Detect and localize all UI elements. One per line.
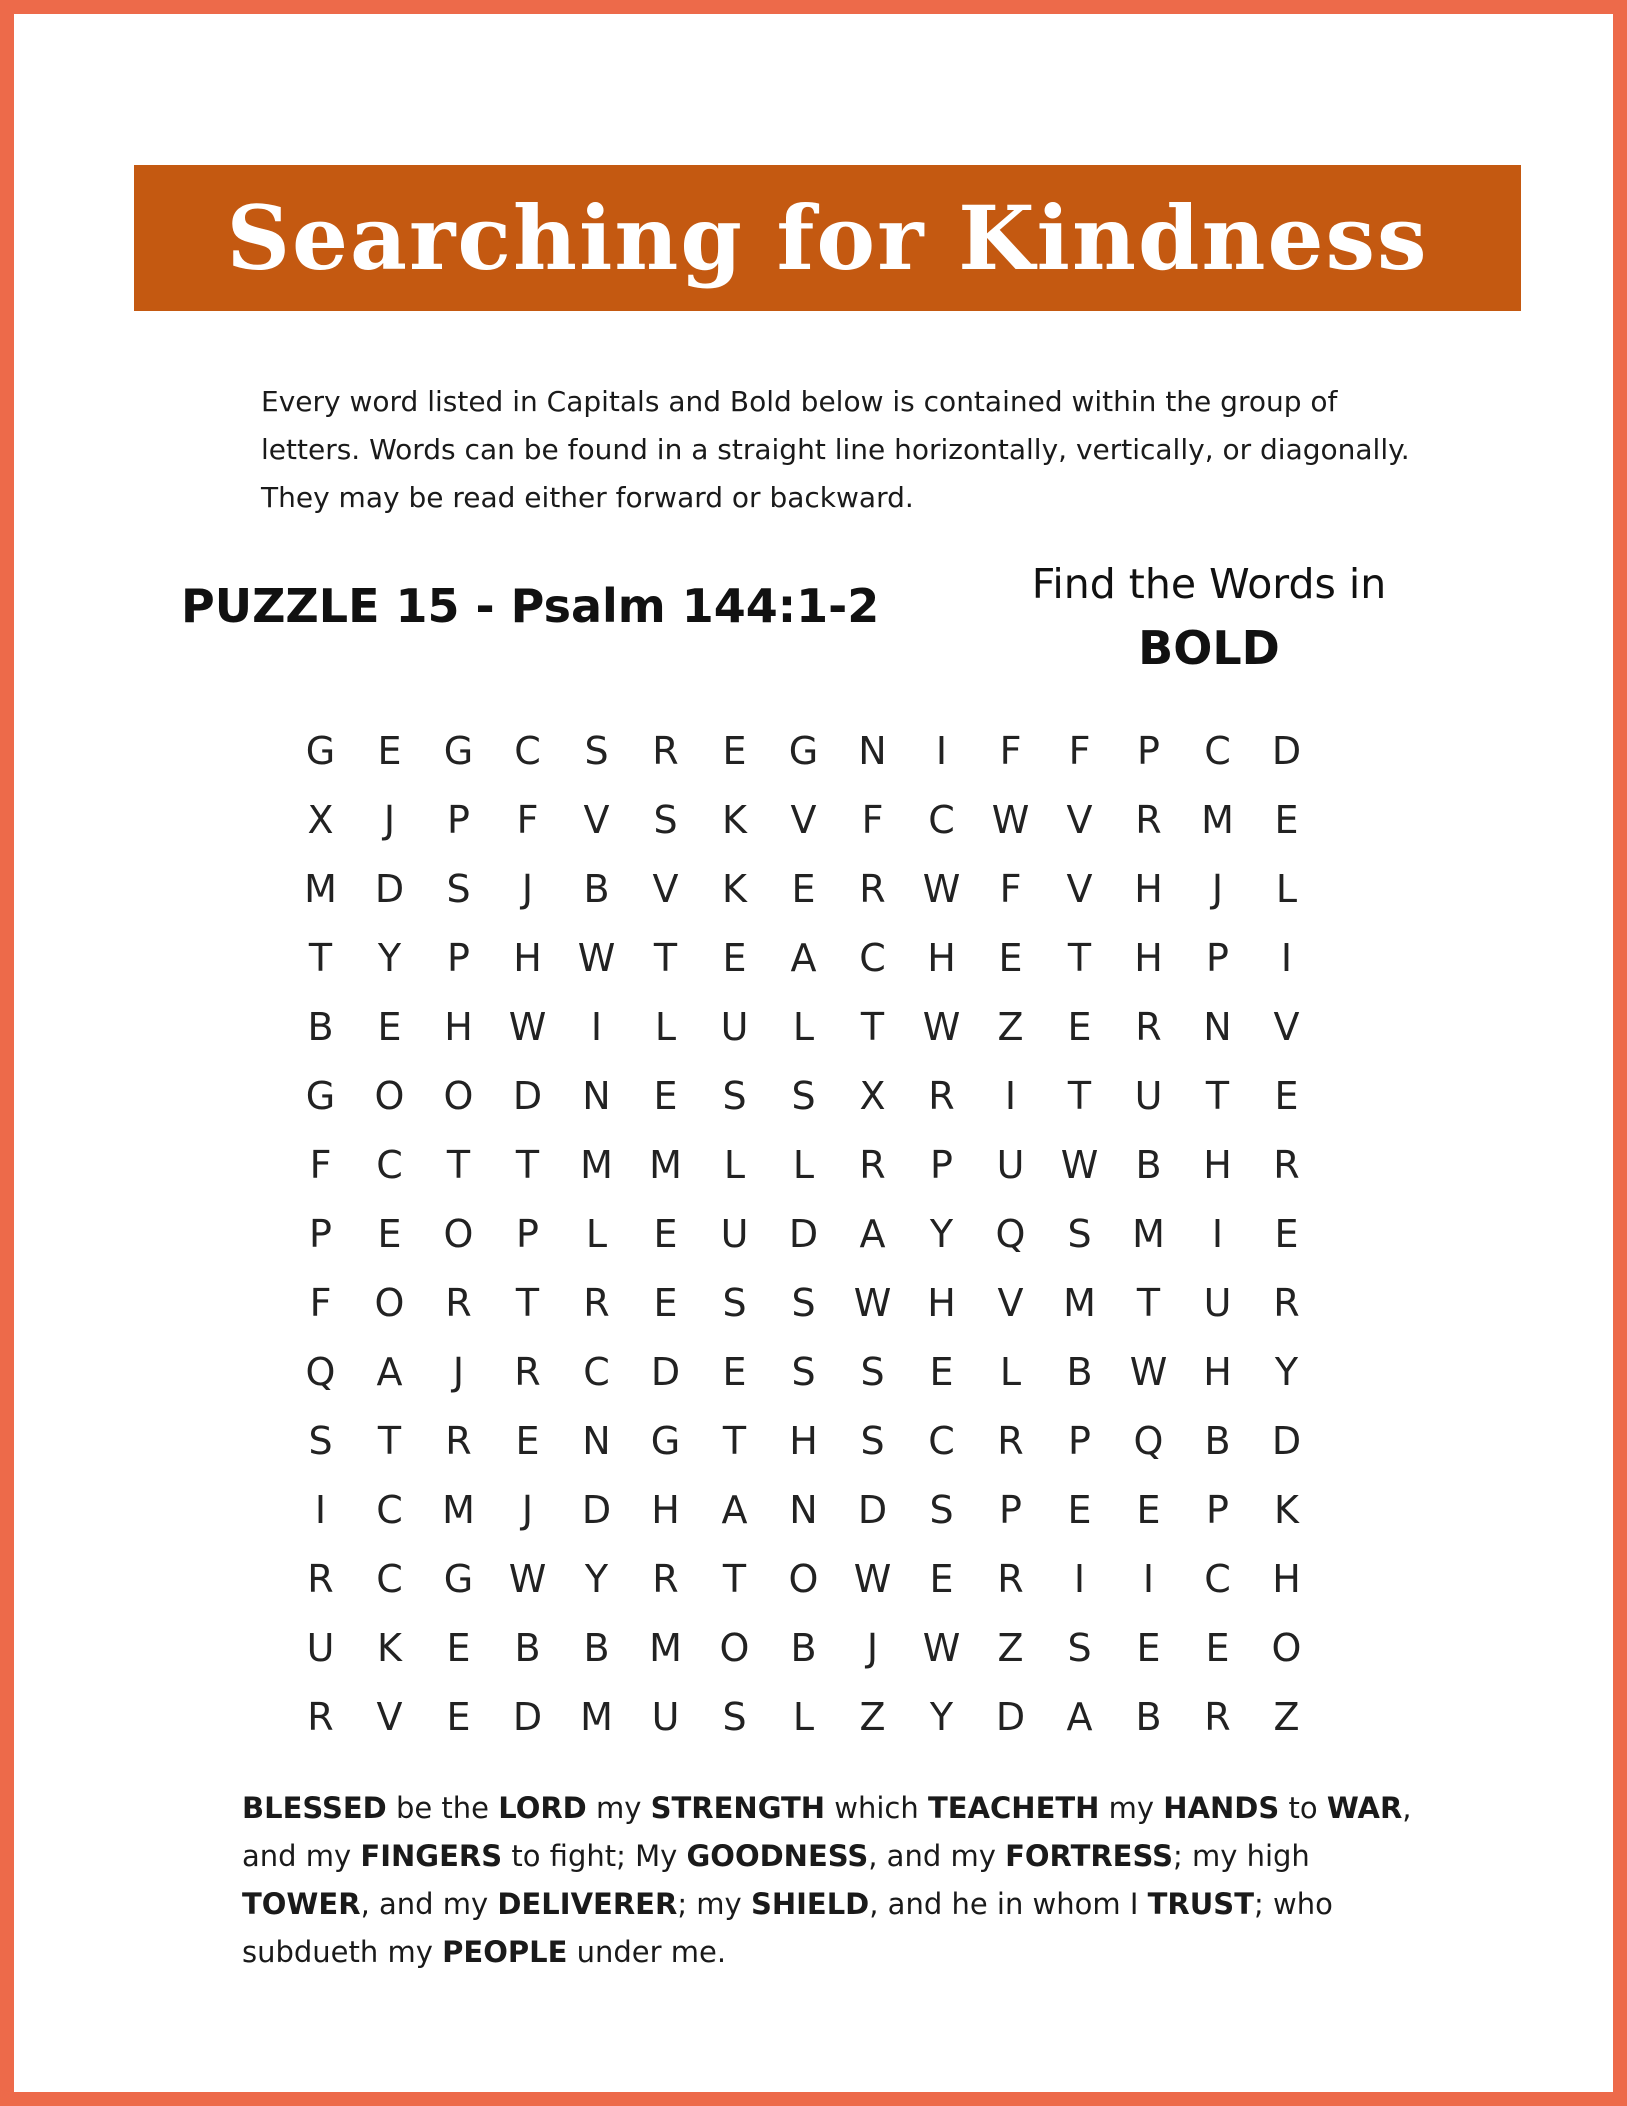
grid-letter: E [446,1694,471,1739]
grid-letter: I [1004,1073,1017,1118]
grid-letter: E [929,1556,954,1601]
grid-letter: K [377,1625,402,1670]
grid-letter: Y [929,1694,954,1739]
grid-letter: T [308,935,333,980]
grid-letter: L [999,1349,1022,1394]
grid-letter: E [446,1625,471,1670]
grid-letter: D [1271,1418,1302,1463]
grid-letter: L [585,1211,608,1256]
grid-letter: R [445,1418,472,1463]
grid-letter: T [515,1142,540,1187]
grid-letter: J [866,1625,879,1670]
grid-letter: E [929,1349,954,1394]
grid-letter: C [928,797,955,842]
grid-letter: E [1274,1073,1299,1118]
grid-letter: R [859,866,886,911]
grid-letter: M [1063,1280,1096,1325]
grid-letter: D [788,1211,819,1256]
grid-letter: E [653,1073,678,1118]
grid-letter: J [383,797,396,842]
grid-letter: M [304,866,337,911]
grid-letter: P [516,1211,539,1256]
grid-letter: Y [584,1556,609,1601]
grid-letter: R [997,1418,1024,1463]
grid-letter: W [922,1004,961,1049]
grid-letter: N [1203,1004,1232,1049]
grid-letter: W [853,1556,892,1601]
grid-letter: F [861,797,884,842]
grid-letter: U [651,1694,680,1739]
verse-text-segment: , and my [360,1887,498,1921]
grid-letter: W [1129,1349,1168,1394]
grid-letter: M [1132,1211,1165,1256]
grid-letter: I [1211,1211,1224,1256]
grid-letter: R [583,1280,610,1325]
grid-letter: E [1136,1487,1161,1532]
verse-bold-word: GOODNESS [686,1839,869,1873]
grid-letter: B [1204,1418,1231,1463]
grid-letter: A [721,1487,748,1532]
grid-letter: G [443,728,474,773]
grid-letter: E [377,1004,402,1049]
grid-letter: E [1205,1625,1230,1670]
grid-letter: B [583,1625,610,1670]
verse-bold-word: FORTRESS [1005,1839,1173,1873]
grid-letter: T [377,1418,402,1463]
grid-letter: B [307,1004,334,1049]
puzzle-label: PUZZLE 15 - Psalm 144:1-2 [181,579,880,633]
grid-letter: R [1204,1694,1231,1739]
verse-text-segment: ; my high [1172,1839,1310,1873]
grid-letter: S [446,866,471,911]
grid-letter: C [859,935,886,980]
grid-letter: S [791,1280,816,1325]
grid-letter: P [1206,935,1229,980]
grid-letter: L [723,1142,746,1187]
grid-letter: E [653,1211,678,1256]
grid-letter: E [1274,797,1299,842]
grid-letter: J [521,866,534,911]
grid-letter: V [1066,797,1093,842]
grid-letter: M [1201,797,1234,842]
grid-letter: T [722,1418,747,1463]
grid-letter: C [376,1556,403,1601]
grid-letter: T [722,1556,747,1601]
grid-letter: F [999,866,1022,911]
grid-letter: H [1134,866,1163,911]
grid-letter: R [652,1556,679,1601]
grid-letter: S [1067,1625,1092,1670]
verse-bold-word: STRENGTH [650,1791,826,1825]
grid-letter: M [649,1625,682,1670]
verse-bold-word: DELIVERER [497,1887,678,1921]
grid-letter: B [514,1625,541,1670]
grid-letter: S [929,1487,954,1532]
grid-letter: I [590,1004,603,1049]
grid-letter: E [998,935,1023,980]
grid-letter: I [314,1487,327,1532]
grid-letter: H [651,1487,680,1532]
grid-letter: C [583,1349,610,1394]
grid-letter: T [653,935,678,980]
grid-letter: C [376,1487,403,1532]
grid-letter: T [1136,1280,1161,1325]
grid-letter: O [719,1625,750,1670]
grid-letter: T [1205,1073,1230,1118]
grid-letter: S [1067,1211,1092,1256]
grid-letter: E [515,1418,540,1463]
grid-letter: F [1068,728,1091,773]
grid-letter: B [790,1625,817,1670]
grid-letter: W [991,797,1030,842]
verse-text-segment: , and my [868,1839,1006,1873]
grid-letter: H [1203,1349,1232,1394]
verse-bold-word: TOWER [242,1887,361,1921]
grid-letter: L [654,1004,677,1049]
grid-letter: W [853,1280,892,1325]
grid-letter: P [447,935,470,980]
verse-text-segment: , and he in whom I [869,1887,1148,1921]
verse-bold-word: TEACHETH [927,1791,1100,1825]
grid-letter: O [374,1073,405,1118]
grid-letter: H [444,1004,473,1049]
grid-letter: A [790,935,817,980]
grid-letter: E [1067,1004,1092,1049]
grid-letter: A [859,1211,886,1256]
verse-text-segment: under me. [567,1935,727,1969]
grid-letter: H [927,1280,956,1325]
grid-letter: V [1273,1004,1300,1049]
grid-letter: T [446,1142,471,1187]
verse-text [242,1784,1442,1976]
grid-letter: D [374,866,405,911]
grid-letter: W [508,1556,547,1601]
grid-letter: B [1135,1142,1162,1187]
grid-letter: S [791,1073,816,1118]
grid-letter: P [447,797,470,842]
grid-letter: R [514,1349,541,1394]
grid-letter: F [309,1280,332,1325]
grid-letter: K [722,866,747,911]
grid-letter: Q [1133,1418,1164,1463]
verse-text-segment: ; my [677,1887,751,1921]
grid-letter: W [1060,1142,1099,1187]
grid-letter: V [583,797,610,842]
verse-bold-word: SHIELD [750,1887,870,1921]
grid-letter: E [722,1349,747,1394]
grid-letter: H [513,935,542,980]
grid-letter: K [722,797,747,842]
grid-letter: C [376,1142,403,1187]
grid-letter: O [443,1211,474,1256]
grid-letter: C [1204,728,1231,773]
find-words-line2: BOLD [1138,621,1280,675]
grid-letter: I [1280,935,1293,980]
verse-bold-word: LORD [498,1791,587,1825]
grid-letter: E [377,1211,402,1256]
grid-letter: K [1274,1487,1299,1532]
verse-text-segment: my [586,1791,651,1825]
grid-letter: C [1204,1556,1231,1601]
grid-letter: R [928,1073,955,1118]
grid-letter: X [859,1073,886,1118]
grid-letter: D [650,1349,681,1394]
grid-letter: M [442,1487,475,1532]
grid-letter: S [860,1418,885,1463]
grid-letter: S [653,797,678,842]
grid-letter: T [1067,935,1092,980]
grid-letter: P [999,1487,1022,1532]
grid-letter: E [653,1280,678,1325]
grid-letter: I [1073,1556,1086,1601]
grid-letter: E [1136,1625,1161,1670]
grid-letter: U [1203,1280,1232,1325]
grid-letter: S [860,1349,885,1394]
page-title: Searching for Kindness [226,186,1429,290]
grid-letter: T [1067,1073,1092,1118]
grid-letter: H [1272,1556,1301,1601]
grid-letter: S [584,728,609,773]
grid-letter: O [374,1280,405,1325]
grid-letter: D [857,1487,888,1532]
grid-letter: V [1066,866,1093,911]
grid-letter: R [997,1556,1024,1601]
grid-letter: L [792,1004,815,1049]
grid-letter: H [789,1418,818,1463]
verse-bold-word: HANDS [1163,1791,1280,1825]
grid-letter: V [652,866,679,911]
verse-bold-word: WAR [1326,1791,1403,1825]
grid-letter: V [790,797,817,842]
grid-letter: S [308,1418,333,1463]
grid-letter: F [516,797,539,842]
grid-letter: N [582,1073,611,1118]
grid-letter: P [1206,1487,1229,1532]
grid-letter: E [722,935,747,980]
grid-letter: R [445,1280,472,1325]
grid-letter: W [577,935,616,980]
grid-letter: Q [995,1211,1026,1256]
grid-letter: Y [1274,1349,1299,1394]
grid-letter: O [1271,1625,1302,1670]
verse-text-segment: ; who subdueth my [242,1887,1333,1969]
grid-letter: Z [859,1694,886,1739]
grid-letter: T [515,1280,540,1325]
grid-letter: G [788,728,819,773]
grid-letter: R [307,1694,334,1739]
grid-letter: T [860,1004,885,1049]
grid-letter: L [1275,866,1298,911]
grid-letter: J [1211,866,1224,911]
grid-letter: Z [997,1625,1024,1670]
grid-letter: V [997,1280,1024,1325]
verse-text-segment: my [1099,1791,1164,1825]
grid-letter: O [443,1073,474,1118]
grid-letter: S [722,1694,747,1739]
grid-letter: S [722,1073,747,1118]
grid-letter: F [999,728,1022,773]
grid-letter: N [789,1487,818,1532]
grid-letter: J [452,1349,465,1394]
grid-letter: W [922,866,961,911]
grid-letter: S [722,1280,747,1325]
grid-letter: G [443,1556,474,1601]
grid-letter: P [930,1142,953,1187]
grid-letter: B [1066,1349,1093,1394]
grid-letter: Y [377,935,402,980]
grid-letter: M [580,1142,613,1187]
grid-letter: E [1274,1211,1299,1256]
verse-text-segment: to fight; My [502,1839,687,1873]
grid-letter: R [859,1142,886,1187]
grid-letter: U [720,1211,749,1256]
find-words-note [974,556,1444,684]
grid-letter: N [582,1418,611,1463]
grid-letter: X [307,797,334,842]
grid-letter: C [514,728,541,773]
grid-letter: R [1273,1280,1300,1325]
grid-letter: M [649,1142,682,1187]
letter-grid [286,716,1321,1751]
grid-letter: R [1135,797,1162,842]
verse-bold-word: PEOPLE [442,1935,568,1969]
grid-letter: Y [929,1211,954,1256]
grid-letter: G [650,1418,681,1463]
grid-letter: A [376,1349,403,1394]
grid-letter: U [306,1625,335,1670]
grid-letter: L [792,1142,815,1187]
grid-letter: A [1066,1694,1093,1739]
grid-letter: S [791,1349,816,1394]
grid-letter: U [1134,1073,1163,1118]
grid-letter: H [1203,1142,1232,1187]
grid-letter: E [722,728,747,773]
grid-letter: J [521,1487,534,1532]
grid-letter: R [1273,1142,1300,1187]
grid-letter: E [791,866,816,911]
grid-letter: Z [997,1004,1024,1049]
grid-letter: W [508,1004,547,1049]
grid-letter: G [305,1073,336,1118]
grid-letter: U [996,1142,1025,1187]
verse-text-segment: be the [386,1791,499,1825]
grid-letter: I [935,728,948,773]
grid-letter: E [377,728,402,773]
grid-letter: G [305,728,336,773]
grid-letter: B [1135,1694,1162,1739]
grid-letter: R [307,1556,334,1601]
grid-letter: U [720,1004,749,1049]
verse-text-segment: which [825,1791,928,1825]
grid-letter: B [583,866,610,911]
grid-letter: D [581,1487,612,1532]
verse-text-segment: , and my [242,1791,1412,1873]
find-words-line1: Find the Words in [1031,560,1387,608]
grid-letter: C [928,1418,955,1463]
verse-bold-word: BLESSED [242,1791,387,1825]
verse-text-segment: to [1279,1791,1327,1825]
grid-letter: R [652,728,679,773]
grid-letter: D [512,1073,543,1118]
grid-letter: R [1135,1004,1162,1049]
verse-bold-word: FINGERS [360,1839,503,1873]
grid-letter: Z [1273,1694,1300,1739]
grid-letter: V [376,1694,403,1739]
grid-letter: D [995,1694,1026,1739]
grid-letter: L [792,1694,815,1739]
grid-letter: P [1068,1418,1091,1463]
grid-letter: P [309,1211,332,1256]
title-banner [134,165,1521,311]
verse-bold-word: TRUST [1147,1887,1254,1921]
instructions-text: Every word listed in Capitals and Bold below is contained within the group of letters. Words can be found in a straight line horizontally, vertically, or diagonally. They may be read either forward or backward. [261,385,1410,514]
grid-letter: I [1142,1556,1155,1601]
grid-letter: W [922,1625,961,1670]
grid-letter: D [1271,728,1302,773]
grid-letter: E [1067,1487,1092,1532]
grid-letter: D [512,1694,543,1739]
grid-letter: H [1134,935,1163,980]
grid-letter: M [580,1694,613,1739]
grid-letter: P [1137,728,1160,773]
grid-letter: H [927,935,956,980]
grid-letter: N [858,728,887,773]
grid-letter: O [788,1556,819,1601]
grid-letter: Q [305,1349,336,1394]
grid-letter: F [309,1142,332,1187]
